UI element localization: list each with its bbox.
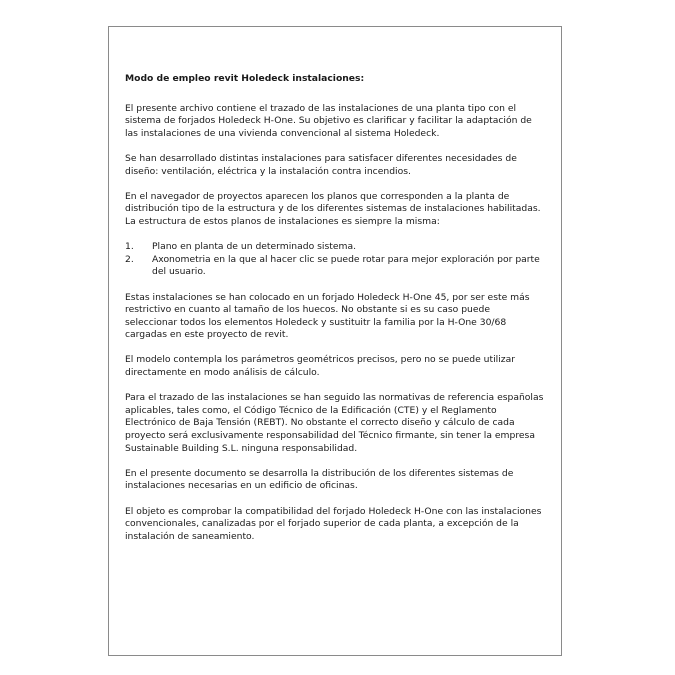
- paragraph-model: El modelo contempla los parámetros geométricos precisos, pero no se puede utilizar directamente en modo análisis de cálculo.: [125, 354, 515, 379]
- plan-structure-list: [125, 241, 545, 279]
- list-item: [125, 254, 545, 279]
- list-item-number: 1.: [125, 241, 134, 253]
- paragraph-distribution: En el presente documento se desarrolla la distribución de los diferentes sistemas de instalaciones necesarias en un edificio de oficinas.: [125, 467, 514, 492]
- list-item: [125, 241, 545, 254]
- list-item-text: Plano en planta de un determinado sistema.: [152, 241, 357, 253]
- paragraph-navigator: En el navegador de proyectos aparecen los planos que corresponden a la planta de distribución tipo de la estructura y de los diferentes sistemas de instalaciones habilitadas. La estructura de estos planos de instalaciones es siempre la misma:: [125, 190, 541, 227]
- paragraph-slab: Estas instalaciones se han colocado en un forjado Holedeck H-One 45, por ser este más restrictivo en cuanto al tamaño de los huecos. No obstante si es su caso puede seleccionar todos los elementos Holedeck y sustituitr la familia por la H-One 30/68 cargadas en este proyecto de revit.: [125, 291, 530, 341]
- paragraph-intro: El presente archivo contiene el trazado de las instalaciones de una planta tipo con el sistema de forjados Holedeck H-One. Su objetivo es clarificar y facilitar la adaptación de las instalaciones de una vivienda convencional al sistema Holedeck.: [125, 102, 532, 139]
- document-title: Modo de empleo revit Holedeck instalaciones:: [125, 73, 365, 84]
- paragraph-objective: El objeto es comprobar la compatibilidad del forjado Holedeck H-One con las instalaciones convencionales, canalizadas por el forjado superior de cada planta, a excepción de la instalación de saneamiento.: [125, 505, 542, 542]
- list-item-number: 2.: [125, 253, 134, 265]
- document-content: [125, 73, 545, 556]
- list-item-text: Axonometria en la que al hacer clic se puede rotar para mejor exploración por parte del usuario.: [152, 253, 540, 278]
- paragraph-regulations: Para el trazado de las instalaciones se han seguido las normativas de referencia españolas aplicables, tales como, el Código Técnico de la Edificación (CTE) y el Reglamento Electrónico de Baja Tensión (REBT). No obstante el correcto diseño y cálculo de cada proyecto será exclusivamente responsabilidad del Técnico firmante, sin tener la empresa Sustainable Building S.L. ninguna responsabilidad.: [125, 392, 544, 454]
- paragraph-installations: Se han desarrollado distintas instalaciones para satisfacer diferentes necesidades de diseño: ventilación, eléctrica y la instalación contra incendios.: [125, 152, 517, 177]
- document-page: [108, 26, 562, 656]
